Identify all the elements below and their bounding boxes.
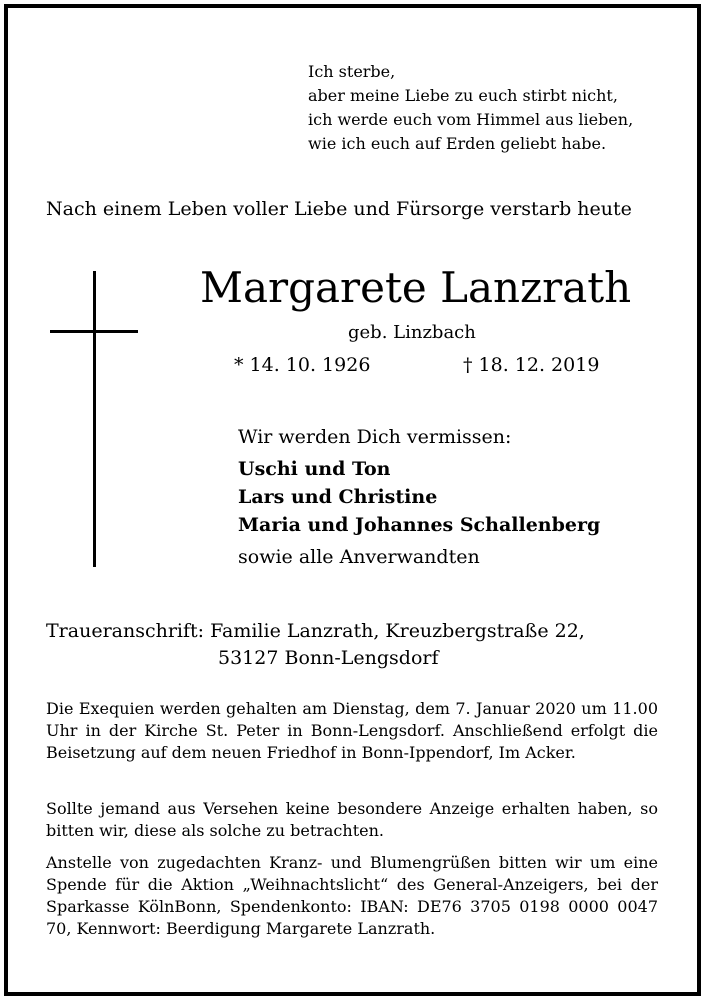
- cross-icon: [93, 271, 96, 567]
- poem-line: aber meine Liebe zu euch stirbt nicht,: [308, 86, 618, 105]
- deceased-name: Margarete Lanzrath: [200, 263, 632, 312]
- birth-date: * 14. 10. 1926: [234, 354, 371, 376]
- poem-line: wie ich euch auf Erden geliebt habe.: [308, 134, 607, 153]
- mourners-intro: Wir werden Dich vermissen:: [238, 426, 512, 448]
- mourner-name: Lars und Christine: [238, 486, 438, 508]
- funeral-paragraph: Die Exequien werden gehalten am Dienstag, dem 7. Januar 2020 um 11.00 Uhr in der Kirche St. Peter in Bonn-Lengsdorf. Anschließend erfolgt die Beisetzung auf dem neuen Friedhof in Bonn-Ippendorf, Im Acker.: [46, 699, 658, 762]
- mourner-name: Uschi und Ton: [238, 458, 391, 480]
- poem-line: Ich sterbe,: [308, 62, 396, 81]
- notice-paragraph: Sollte jemand aus Versehen keine besondere Anzeige erhalten haben, so bitten wir, diese als solche zu betrachten.: [46, 799, 658, 840]
- cross-icon-bar: [50, 330, 138, 333]
- mourner-name: Maria und Johannes Schallenberg: [238, 514, 601, 536]
- poem-line: ich werde euch vom Himmel aus lieben,: [308, 110, 634, 129]
- address-line: Traueranschrift: Familie Lanzrath, Kreuzbergstraße 22,: [46, 620, 585, 642]
- address-line: 53127 Bonn-Lengsdorf: [218, 647, 439, 669]
- intro-text: Nach einem Leben voller Liebe und Fürsorge verstarb heute: [46, 198, 632, 220]
- relatives-text: sowie alle Anverwandten: [238, 546, 480, 568]
- maiden-name: geb. Linzbach: [348, 322, 476, 343]
- poem: [308, 60, 633, 156]
- donation-paragraph: Anstelle von zugedachten Kranz- und Blumengrüßen bitten wir um eine Spende für die Aktion „Weihnachtslicht“ des General-Anzeigers, bei der Sparkasse KölnBonn, Spendenkonto: IBAN: DE76 3705 0198 0000 0047 70, Kennwort: Beerdigung Margarete Lanzrath.: [46, 853, 658, 938]
- death-date: † 18. 12. 2019: [463, 354, 600, 376]
